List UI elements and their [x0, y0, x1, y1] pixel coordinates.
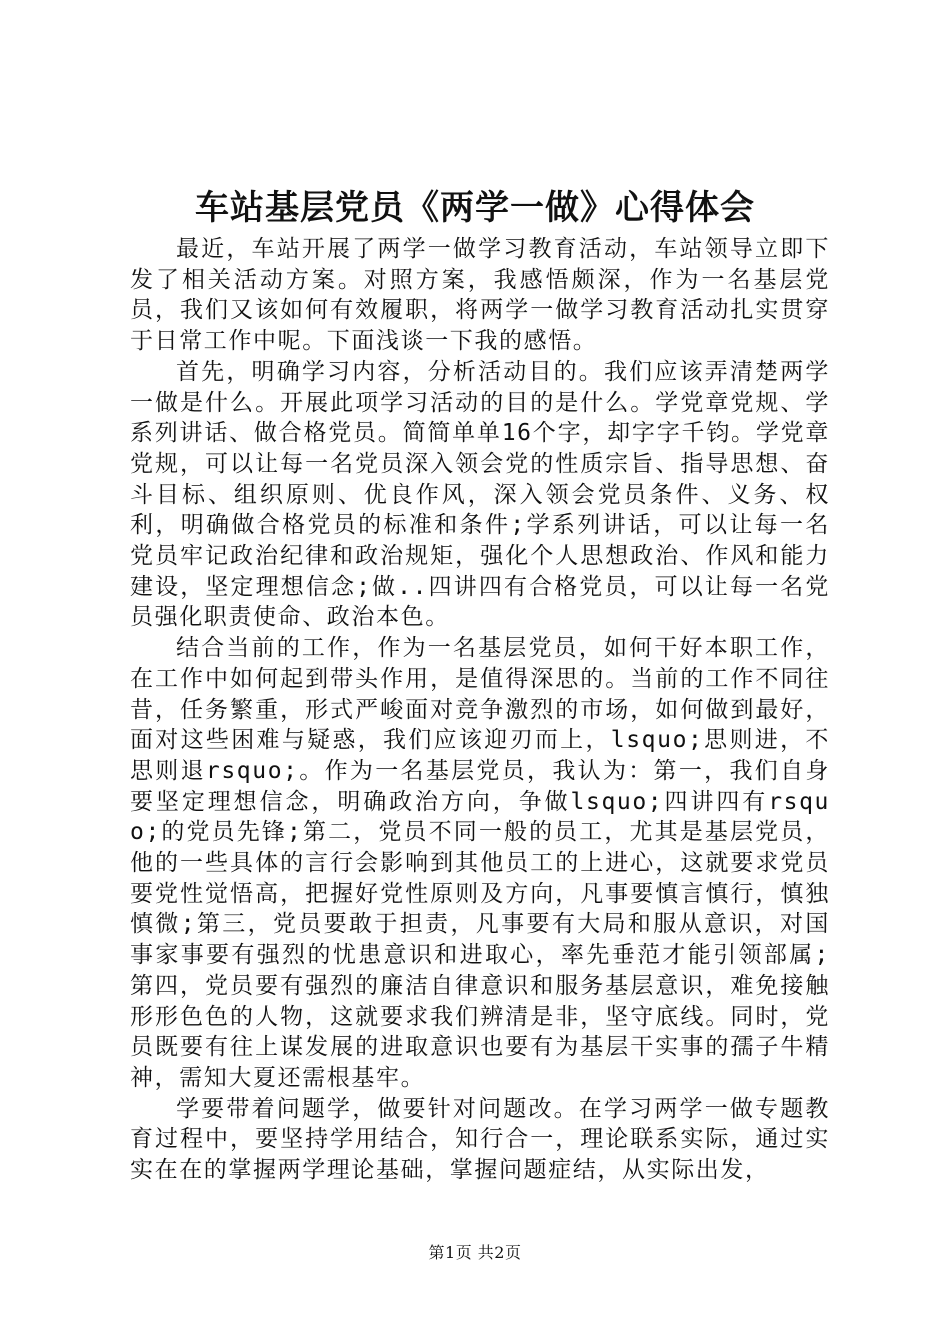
- document-body: [130, 234, 830, 1186]
- paragraph: 学要带着问题学，做要针对问题改。在学习两学一做专题教育过程中，要坚持学用结合，知行合一，理论联系实际，通过实实在在的掌握两学理论基础，掌握问题症结，从实际出发，: [130, 1095, 830, 1184]
- page-number: 第1页 共2页: [428, 1243, 522, 1262]
- paragraph: 首先，明确学习内容，分析活动目的。我们应该弄清楚两学一做是什么。开展此项学习活动的目的是什么。学党章党规、学系列讲话、做合格党员。简简单单16个字，却字字千钧。学党章党规，可以让每一名党员深入领会党的性质宗旨、指导思想、奋斗目标、组织原则、优良作风，深入领会党员条件、义务、权利，明确做合格党员的标准和条件;学系列讲话，可以让每一名党员牢记政治纪律和政治规矩，强化个人思想政治、作风和能力建设，坚定理想信念;做..四讲四有合格党员，可以让每一名党员强化职责使命、政治本色。: [130, 358, 830, 631]
- document-title: 车站基层党员《两学一做》心得体会: [195, 188, 755, 228]
- paragraph: 结合当前的工作，作为一名基层党员，如何干好本职工作，在工作中如何起到带头作用，是值得深思的。当前的工作不同往昔，任务繁重，形式严峻面对竞争激烈的市场，如何做到最好，面对这些困难与疑惑，我们应该迎刃而上，lsquo;思则进，不思则退rsquo;。作为一名基层党员，我认为：第一，我们自身要坚定理想信念，明确政治方向，争做lsquo;四讲四有rsquo;的党员先锋;第二，党员不同一般的员工，尤其是基层党员，他的一些具体的言行会影响到其他员工的上进心，这就要求党员要党性觉悟高，把握好党性原则及方向，凡事要慎言慎行，慎独慎微;第三，党员要敢于担责，凡事要有大局和服从意识，对国事家事要有强烈的忧患意识和进取心，率先垂范才能引领部属;第四，党员要有强烈的廉洁自律意识和服务基层意识，难免接触形形色色的人物，这就要求我们辨清是非，坚守底线。同时，党员既要有往上谋发展的进取意识也要有为基层干实事的孺子牛精神，需知大夏还需根基牢。: [130, 635, 830, 1091]
- paragraph: 最近，车站开展了两学一做学习教育活动，车站领导立即下发了相关活动方案。对照方案，我感悟颇深，作为一名基层党员，我们又该如何有效履职，将两学一做学习教育活动扎实贯穿于日常工作中呢。下面浅谈一下我的感悟。: [130, 236, 830, 355]
